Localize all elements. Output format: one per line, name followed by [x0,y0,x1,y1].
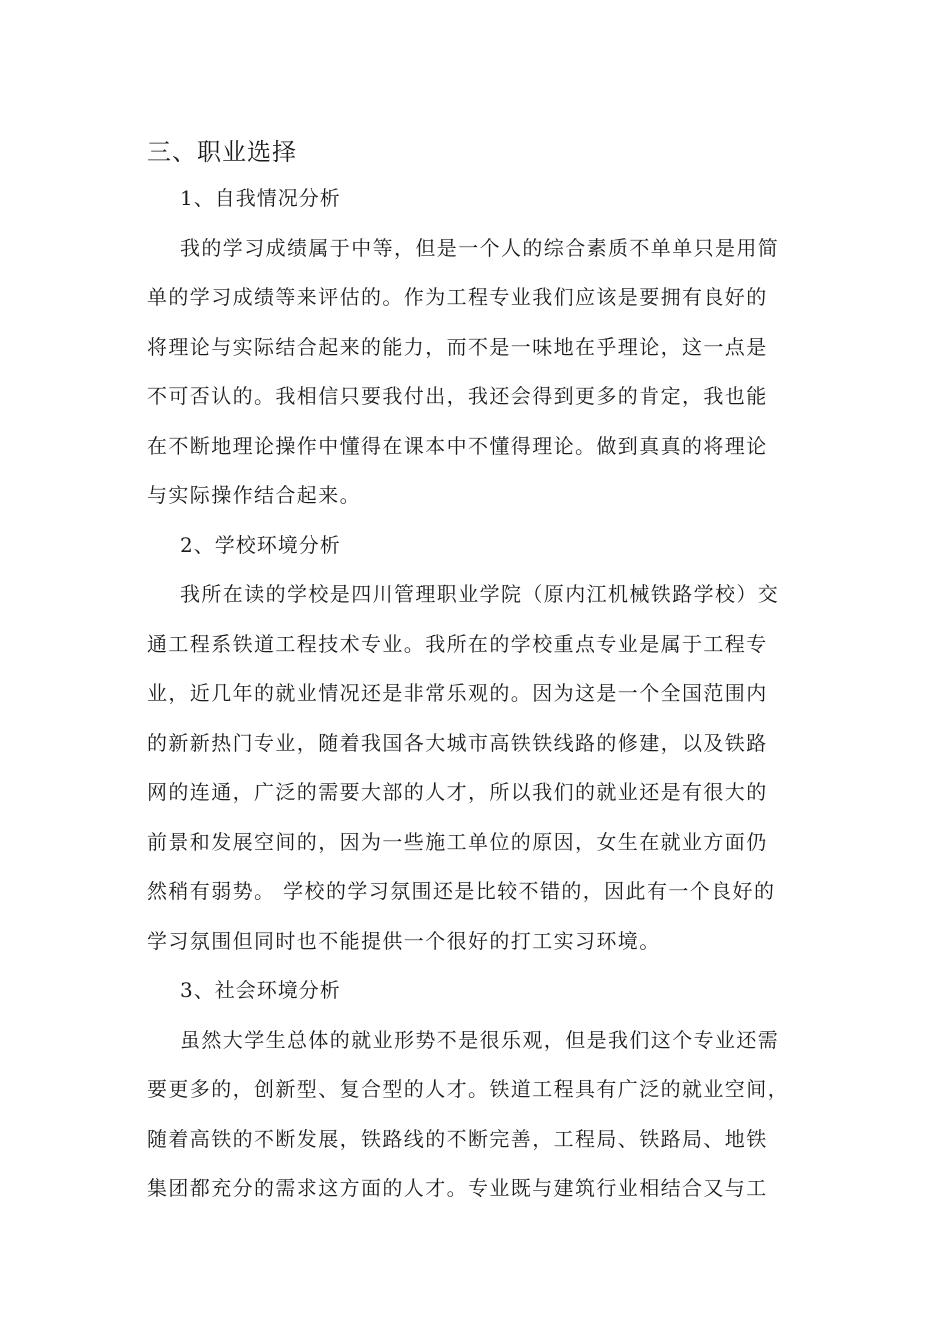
text-line: 不可否认的。我相信只要我付出，我还会得到更多的肯定，我也能 [147,384,768,408]
text-line: 前景和发展空间的，因为一些施工单位的原因，女生在就业方面仍 [147,829,768,854]
text-line: 与实际操作结合起来。 [147,483,361,507]
section-heading: 三、职业选择 [147,138,297,166]
text-line: 我的学习成绩属于中等，但是一个人的综合素质不单单只是用简 [180,235,780,260]
text-line: 然稍有弱势。 学校的学习氛围还是比较不错的，因此有一个良好的 [147,879,776,903]
text-line: 在不断地理论操作中懂得在课本中不懂得理论。做到真真的将理论 [147,433,768,458]
subheading-society-analysis: 3、社会环境分析 [180,978,341,1002]
text-line: 学习氛围但同时也不能提供一个很好的打工实习环境。 [147,928,661,953]
text-line: 将理论与实际结合起来的能力，而不是一味地在乎理论，这一点是 [147,334,768,359]
subheading-self-analysis: 1、自我情况分析 [180,186,341,210]
text-line: 网的连通，广泛的需要大部的人才，所以我们的就业还是有很大的 [147,780,768,804]
text-line: 通工程系铁道工程技术专业。我所在的学校重点专业是属于工程专 [147,631,768,656]
paragraph-self-analysis [147,224,803,521]
paragraph-school-analysis [147,570,803,966]
text-line: 随着高铁的不断发展，铁路线的不断完善，工程局、铁路局、地铁 [147,1126,768,1151]
document-body [147,130,803,1214]
text-line: 我所在读的学校是四川管理职业学院（原内江机械铁路学校）交 [180,582,780,606]
text-line: 集团都充分的需求这方面的人才。专业既与建筑行业相结合又与工 [147,1176,768,1200]
text-line: 要更多的，创新型、复合型的人才。铁道工程具有广泛的就业空间， [147,1077,789,1101]
text-line: 业，近几年的就业情况还是非常乐观的。因为这是一个全国范围内 [147,681,768,705]
text-line: 单的学习成绩等来评估的。作为工程专业我们应该是要拥有良好的 [147,285,768,309]
paragraph-society-analysis [147,1016,803,1214]
text-line: 的新新热门专业，随着我国各大城市高铁铁线路的修建，以及铁路 [147,730,768,755]
text-line: 虽然大学生总体的就业形势不是很乐观，但是我们这个专业还需 [180,1027,780,1052]
subheading-school-analysis: 2、学校环境分析 [180,532,341,557]
